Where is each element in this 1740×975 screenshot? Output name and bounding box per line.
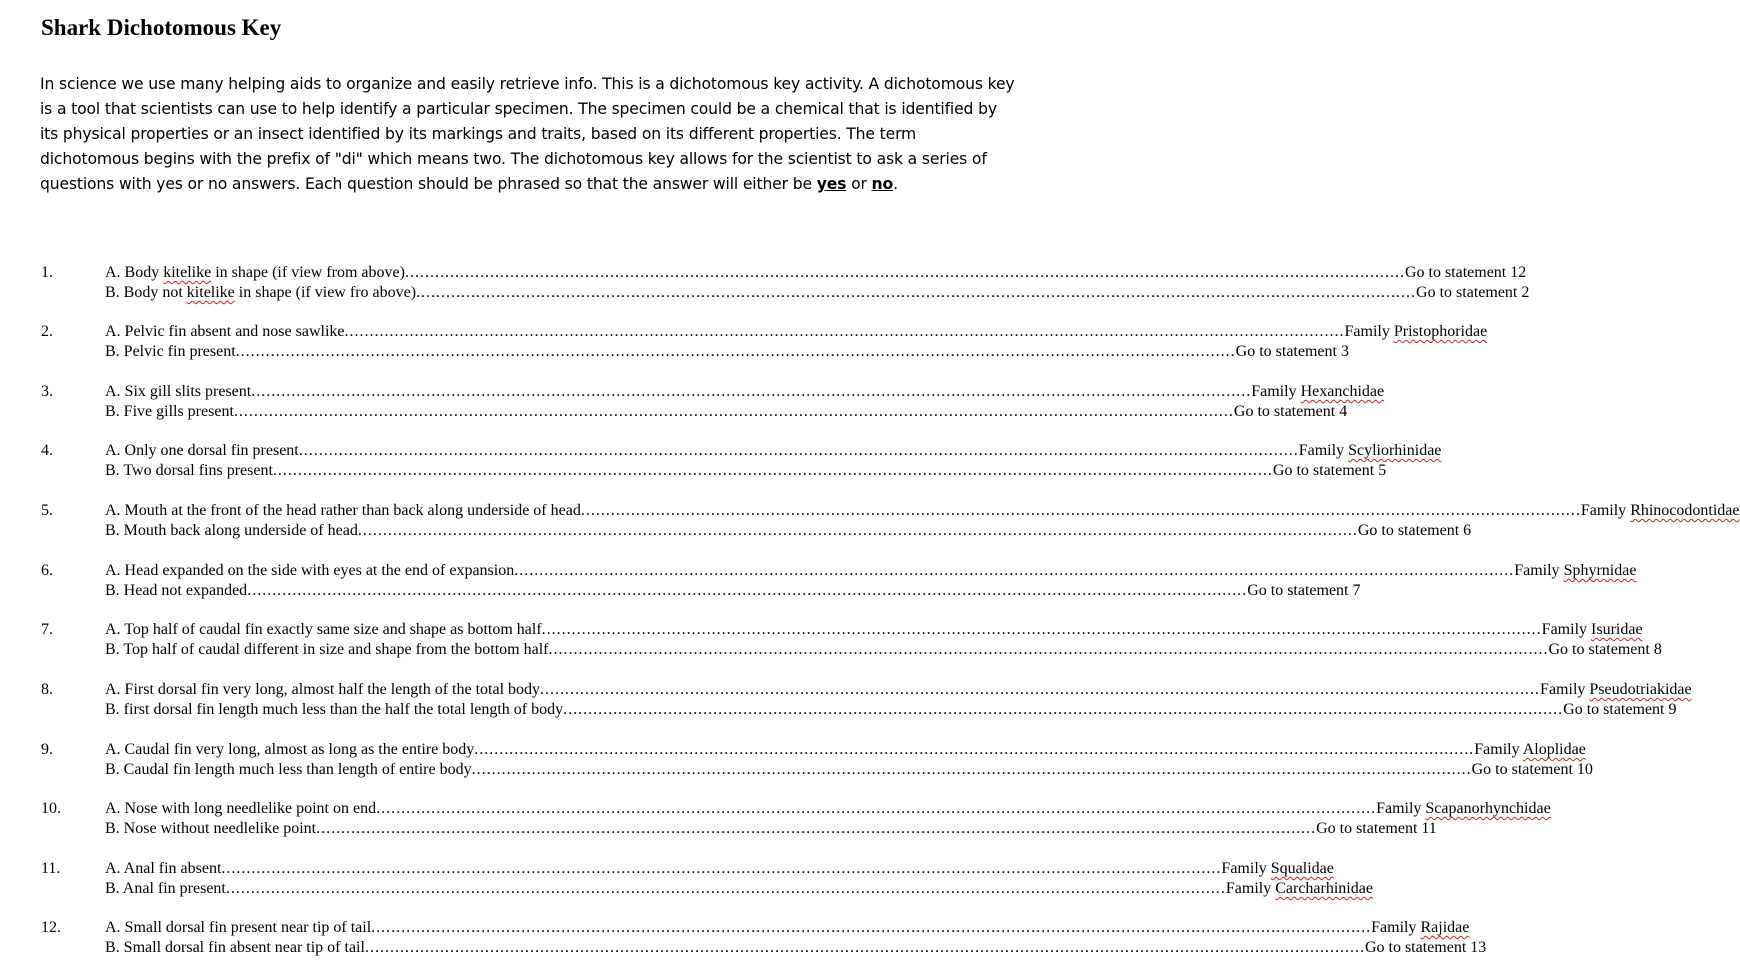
couplet-number: 1.	[41, 264, 53, 281]
option-a-result	[1474, 740, 1586, 760]
option-b-label: B. Five gills present	[105, 403, 234, 420]
family-name: Isuridae	[1591, 621, 1643, 638]
option-b-result: Go to statement 4	[1233, 403, 1348, 420]
couplet-number: 6.	[41, 562, 53, 579]
intro-end: .	[893, 175, 898, 193]
option-b-label	[105, 283, 416, 303]
option-b	[105, 700, 1677, 720]
option-a	[105, 680, 1692, 700]
option-b-label: B. Pelvic fin present	[105, 343, 236, 360]
option-a-label: A. Mouth at the front of the head rather than back along underside of head	[105, 502, 581, 519]
dot-leader: ........................................................................................................................................................................................................	[580, 502, 1581, 519]
couplet-number: 9.	[41, 741, 53, 758]
option-a-text: A. Body	[105, 264, 164, 281]
couplet	[0, 501, 1740, 541]
option-a-result	[1221, 859, 1333, 879]
option-a-result	[1345, 322, 1488, 342]
dot-leader: ........................................................................................................................................................................................................	[416, 284, 1417, 301]
family-name: Carcharhinidae	[1275, 880, 1373, 897]
option-b-result: Go to statement 11	[1316, 820, 1437, 837]
couplet	[0, 322, 1488, 362]
result-text: Family	[1541, 621, 1592, 638]
result-text: Family	[1376, 800, 1426, 817]
option-b-result: Go to statement 7	[1247, 582, 1361, 599]
option-a-label: A. Nose with long needlelike point on end	[105, 800, 377, 817]
dot-leader: ........................................................................................................................................................................................................	[251, 383, 1252, 400]
couplet-number: 12.	[41, 919, 61, 936]
option-b-label: B. Two dorsal fins present	[105, 462, 273, 479]
option-a	[105, 441, 1442, 461]
couplet-number: 7.	[41, 621, 53, 638]
couplet-number: 2.	[41, 323, 53, 340]
option-a	[105, 263, 1527, 283]
result-text: Family	[1251, 383, 1301, 400]
option-a-result	[1514, 561, 1636, 581]
option-b-text-after: in shape (if view fro above)	[234, 284, 417, 301]
result-text: Family	[1221, 860, 1271, 877]
option-a-result	[1540, 680, 1692, 700]
family-name: Rhinocodontidae	[1630, 502, 1740, 519]
dot-leader: ........................................................................................................................................................................................................	[357, 522, 1358, 539]
intro-text: In science we use many helping aids to organize and easily retrieve info. This is a dichotomous key activity. A dichotomous key is a tool that scientists can use to help identify a particular specimen. The specimen could be a chemical that is identified by its physical properties or an insect identified by its markings and traits, based on its different properties. The term dichotomous begins with the prefix of "di" which means two. The dichotomous key allows for the scientist to ask a series of questions with yes or no answers. Each question should be phrased so that the answer will either be	[40, 75, 1015, 193]
couplet-number: 8.	[41, 681, 53, 698]
dot-leader: ........................................................................................................................................................................................................	[471, 761, 1472, 778]
dot-leader: ........................................................................................................................................................................................................	[298, 442, 1299, 459]
dot-leader: ........................................................................................................................................................................................................	[376, 800, 1377, 817]
couplet-number: 4.	[41, 442, 53, 459]
couplet	[0, 382, 1385, 422]
option-b	[105, 581, 1361, 601]
dot-leader: ........................................................................................................................................................................................................	[233, 403, 1234, 420]
couplet	[0, 561, 1637, 601]
dot-leader: ........................................................................................................................................................................................................	[474, 741, 1475, 758]
dot-leader: ........................................................................................................................................................................................................	[235, 343, 1236, 360]
option-b	[105, 640, 1662, 660]
couplet-number: 3.	[41, 383, 53, 400]
option-a-label: A. Anal fin absent	[105, 860, 222, 877]
option-a	[105, 859, 1334, 879]
option-a-result	[1376, 799, 1551, 819]
dot-leader: ........................................................................................................................................................................................................	[364, 939, 1365, 956]
option-b-label: B. Nose without needlelike point	[105, 820, 317, 837]
result-text: Family	[1514, 562, 1564, 579]
family-name: Hexanchidae	[1300, 383, 1385, 400]
option-b-result: Go to statement 6	[1357, 522, 1472, 539]
option-b-label: B. Head not expanded	[105, 582, 248, 599]
option-a-result	[1251, 382, 1384, 402]
result-text: Family	[1474, 741, 1523, 758]
dot-leader: ........................................................................................................................................................................................................	[563, 701, 1564, 718]
option-a	[105, 322, 1488, 342]
intro-yes: yes	[816, 175, 847, 193]
family-name: Pristophoridae	[1393, 323, 1488, 340]
result-text: Family	[1298, 442, 1349, 459]
option-b	[105, 819, 1437, 839]
dot-leader: ........................................................................................................................................................................................................	[514, 562, 1515, 579]
dot-leader: ........................................................................................................................................................................................................	[225, 880, 1226, 897]
flagged-term: kitelike	[163, 264, 212, 281]
couplet	[0, 441, 1442, 481]
option-a	[105, 561, 1637, 581]
option-a-text-after: in shape (if view from above)	[211, 264, 405, 281]
couplet	[0, 680, 1692, 720]
family-name: Pseudotriakidae	[1589, 681, 1692, 698]
couplet	[0, 740, 1593, 780]
flagged-term: kitelike	[186, 284, 235, 301]
option-a	[105, 799, 1551, 819]
dot-leader: ........................................................................................................................................................................................................	[548, 641, 1549, 658]
option-a-result: Go to statement 12	[1404, 264, 1527, 281]
intro-or: or	[846, 175, 872, 193]
option-a-result	[1371, 918, 1469, 938]
option-b	[105, 938, 1487, 958]
couplet	[0, 263, 1530, 303]
option-b-result: Go to statement 5	[1272, 462, 1387, 479]
option-a	[105, 740, 1586, 760]
option-a-label: A. Pelvic fin absent and nose sawlike	[105, 323, 345, 340]
option-b-result: Go to statement 3	[1235, 343, 1349, 360]
couplet	[0, 918, 1487, 958]
option-a-label: A. Six gill slits present	[105, 383, 252, 400]
option-b-result: Go to statement 8	[1548, 641, 1662, 658]
couplet-number: 5.	[41, 502, 53, 519]
couplet	[0, 620, 1662, 660]
dot-leader: ........................................................................................................................................................................................................	[344, 323, 1345, 340]
result-text: Family	[1540, 681, 1590, 698]
dot-leader: ........................................................................................................................................................................................................	[247, 582, 1248, 599]
option-b-result: Go to statement 13	[1364, 939, 1487, 956]
option-b-result: Go to statement 2	[1416, 284, 1530, 301]
family-name: Aloplidae	[1522, 741, 1586, 758]
option-b-label: B. Mouth back along underside of head	[105, 522, 358, 539]
option-a	[105, 918, 1470, 938]
intro-no: no	[871, 175, 894, 193]
option-b-text: B. Body not	[105, 284, 187, 301]
option-b-label: B. Anal fin present	[105, 880, 226, 897]
option-b	[105, 879, 1373, 899]
dot-leader: ........................................................................................................................................................................................................	[541, 621, 1542, 638]
option-b-label: B. Top half of caudal different in size and shape from the bottom half	[105, 641, 549, 658]
family-name: Sphyrnidae	[1563, 562, 1637, 579]
option-b-result	[1226, 879, 1373, 899]
option-a-label	[105, 263, 405, 283]
option-a-result	[1299, 441, 1442, 461]
option-a-label: A. Head expanded on the side with eyes at the end of expansion	[105, 562, 515, 579]
option-a	[105, 501, 1740, 521]
option-a-label: A. First dorsal fin very long, almost half the length of the total body	[105, 681, 541, 698]
option-b-label: B. first dorsal fin length much less than the half the total length of body	[105, 701, 564, 718]
family-name: Scyliorhinidae	[1348, 442, 1442, 459]
option-a	[105, 620, 1643, 640]
option-b	[105, 283, 1530, 303]
option-a-label: A. Top half of caudal fin exactly same size and shape as bottom half	[105, 621, 542, 638]
couplet	[0, 799, 1551, 839]
couplet-number: 10.	[41, 800, 61, 817]
option-b	[105, 760, 1593, 780]
option-b	[105, 461, 1387, 481]
couplet-number: 11.	[41, 860, 61, 877]
option-a-result	[1581, 501, 1740, 521]
option-b-label: B. Small dorsal fin absent near tip of tail	[105, 939, 365, 956]
option-b	[105, 521, 1472, 541]
result-text: Family	[1225, 880, 1276, 897]
result-text: Family	[1580, 502, 1631, 519]
dot-leader: ........................................................................................................................................................................................................	[540, 681, 1541, 698]
option-a-label: A. Only one dorsal fin present	[105, 442, 299, 459]
dot-leader: ........................................................................................................................................................................................................	[404, 264, 1405, 281]
option-a-result	[1542, 620, 1643, 640]
option-b-result: Go to statement 9	[1563, 701, 1677, 718]
result-text: Family	[1344, 323, 1394, 340]
dot-leader: ........................................................................................................................................................................................................	[272, 462, 1273, 479]
dot-leader: ........................................................................................................................................................................................................	[316, 820, 1317, 837]
couplet	[0, 859, 1373, 899]
dot-leader: ........................................................................................................................................................................................................	[221, 860, 1222, 877]
option-b	[105, 402, 1348, 422]
result-text: Family	[1371, 919, 1421, 936]
option-a-label: A. Caudal fin very long, almost as long as the entire body	[105, 741, 475, 758]
option-b-result: Go to statement 10	[1471, 761, 1593, 778]
family-name: Rajidae	[1420, 919, 1470, 936]
dot-leader: ........................................................................................................................................................................................................	[371, 919, 1372, 936]
page-title: Shark Dichotomous Key	[41, 15, 282, 40]
family-name: Scapanorhynchidae	[1425, 800, 1551, 817]
option-b-label: B. Caudal fin length much less than length of entire body	[105, 761, 472, 778]
option-b	[105, 342, 1349, 362]
option-a	[105, 382, 1385, 402]
family-name: Squalidae	[1270, 860, 1334, 877]
option-a-label: A. Small dorsal fin present near tip of tail	[105, 919, 372, 936]
